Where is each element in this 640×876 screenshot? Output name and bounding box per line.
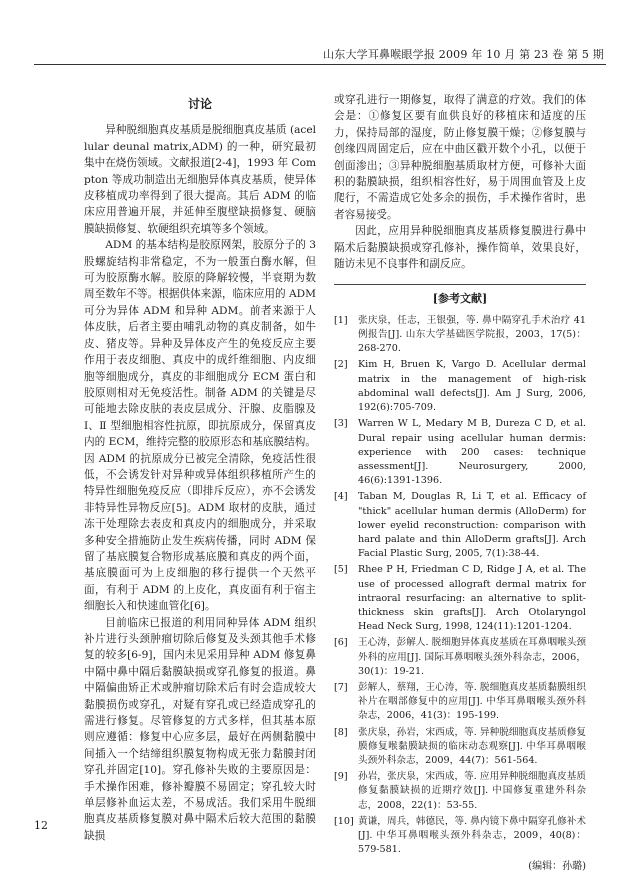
discussion-paragraph-1: 异种脱细胞真皮基质是脱细胞真皮基质 (acellular deunal matrix,ADM) 的一种，研究最初集中在烧伤领域。文献报道[2-4]，1993 年 Compton 等成功制造出无细胞异体真皮基质，使异体皮移植成功率得到了很大提高。其后 ADM 的临床应用普遍开展，并延伸至腹壁缺损修复、硬脑膜缺损修复、软硬组织充填等多个领域。: [84, 124, 316, 235]
reference-item: [334, 490, 586, 561]
reference-text: 彭解人，蔡翔，王心涛，等. 脱细胞真皮基质黏膜组织补片在咽部修复中的应用[J]. 中华耳鼻咽喉头颈外科杂志，2006，41(3)：195-199.: [358, 681, 586, 722]
reference-item: [334, 636, 586, 679]
header-rule: [34, 64, 606, 65]
reference-item: [334, 770, 586, 813]
discussion-heading: 讨论: [187, 97, 212, 111]
right-column: [334, 92, 586, 876]
discussion-conclusion: 因此，应用异种脱细胞真皮基质修复膜进行鼻中隔术后黏膜缺损或穿孔修补，操作简单，效果良好，随访未见不良事件和副反应。: [334, 225, 586, 271]
reference-item: [334, 314, 586, 357]
reference-number: [4]: [334, 491, 348, 503]
journal-header-title: 山东大学耳鼻喉眼学报 2009 年 10 月 第 23 卷 第 5 期: [323, 48, 604, 61]
reference-item: [334, 358, 586, 415]
reference-number: [9]: [334, 771, 348, 783]
reference-text: 张庆泉，任志，王银强，等. 鼻中隔穿孔手术治疗 41 例报告[J]. 山东大学基础医学院报，2003，17(5)：268-270.: [358, 314, 586, 355]
reference-item: [334, 681, 586, 724]
reference-text: Taban M, Douglas R, Li T, et al. Efficacy of "thick" acellular human dermis (AlloDerm) for lower eyelid reconstruction: comparison with hard palate and thin AlloDerm grafts[J]. Arch Facial Plastic Surg, 2005, 7(1):38-44.: [358, 491, 586, 560]
reference-text: Kim H, Bruen K, Vargo D. Acellular dermal matrix in the management of high-risk abdominal wall defects[J]. Am J Surg, 2006, 192(6):705-709.: [358, 359, 586, 414]
reference-text: Rhee P H, Friedman C D, Ridge J A, et al. The use of processed allograft dermal matrix for intraoral resurfacing: an alternative to split-thickness skin grafts[J]. Arch Otolaryngol Head Neck Surg, 1998, 124(11):1201-1204.: [358, 564, 586, 633]
left-column: [84, 92, 316, 844]
references-heading: [参考文献]: [432, 292, 488, 306]
reference-item: [334, 563, 586, 634]
reference-number: [2]: [334, 359, 348, 371]
reference-item: [334, 726, 586, 769]
reference-text: 黄谦，周兵，韩德民，等. 鼻内镜下鼻中隔穿孔修补术[J]. 中华耳鼻咽喉头颈外科杂志，2009，40(8)：579-581.: [358, 815, 586, 856]
discussion-continuation: 或穿孔进行一期修复，取得了满意的疗效。我们的体会是：①修复区要有血供良好的移植床和适度的压力，保持局部的湿度，防止修复膜干燥；②修复膜与创缘四周固定后，应在中曲区戳开数个小孔，以便于创面渗出；③异种脱细胞基质取材方便，可修补大面积的黏膜缺损，组织相容性好，易于周围血管及上皮爬行，不需造成它处多余的损伤，手术操作省时，患者容易接受。: [334, 94, 586, 221]
reference-number: [1]: [334, 314, 348, 326]
reference-number: [3]: [334, 418, 348, 430]
discussion-paragraph-3: 目前临床已报道的利用同种异体 ADM 组织补片进行头颈肿瘤切除后修复及头颈其他手术修复的较多[6-9]，国内未见采用异种 ADM 修复鼻中隔中鼻中隔后黏膜缺损或穿孔修复的报道。鼻中隔偏曲矫正术或肿瘤切除术后有时会造成较大黏膜损伤或穿孔，对疑有穿孔或已经造成穿孔的需进行修复。尽管修复的方式多样，但其基本原则应遵循：修复中心应多层，最好在两侧黏膜中间插入一个结缔组织膜复物构成无张力黏膜封闭穿孔并固定[10]。穿孔修补失败的主要原因是：手术操作困难，修补瓣膜不易固定；穿孔较大时单层修补血运太差，不易成活。我们采用牛脱细胞真皮基质修复膜对鼻中隔术后较大范围的黏膜缺损: [84, 616, 316, 842]
references-rule: [334, 284, 586, 285]
reference-text: 张庆泉，孙岩，宋西成，等. 异种脱细胞真皮基质修复膜修复喉黏膜缺损的临床动态观察[J]. 中华耳鼻咽喉头颈外科杂志，2009，44(7)：561-564.: [358, 726, 586, 766]
reference-text: 孙岩，张庆泉，宋西成，等. 应用异种脱细胞真皮基质修复黏膜缺损的近期疗效[J]. 中国修复重建外科杂志，2008，22(1)：53-55.: [358, 771, 586, 811]
reference-text: Warren W L, Medary M B, Dureza C D, et al. Dural repair using acellular human dermis: experience with 200 cases: technique assessment[J]. Neurosurgery, 2000, 46(6):1391-1396.: [358, 418, 586, 487]
reference-number: [6]: [334, 637, 348, 649]
reference-number: [7]: [334, 681, 348, 693]
reference-number: [5]: [334, 564, 348, 576]
reference-list: [334, 314, 586, 858]
reference-item: [334, 815, 586, 858]
page-number: 12: [34, 819, 48, 832]
reference-item: [334, 417, 586, 488]
running-header: [0, 40, 640, 66]
editor-note: (编辑：孙璐): [528, 861, 586, 873]
discussion-paragraph-2: ADM 的基本结构是胶原网架，胶原分子的 3 股螺旋结构非常稳定，不为一般蛋白酶水解，但可为胶原酶水解。胶原的降解较慢，半衰期为数周至数年不等。根据供体来源，临床应用的 ADM 可分为异体 ADM 和异种 ADM。前者来源于人体皮肤，后者主要由哺乳动物的真皮制备，如牛皮、猪皮等。异种及异体皮产生的免疫反应主要作用于表皮细胞、真皮中的成纤维细胞、内皮细胞等细胞成分，真皮的非细胞成分 ECM 蛋白和胶原则相对无免疫活性。制备 ADM 的关键是尽可能地去除皮肤的表皮层成分、汗腺、皮脂腺及 Ⅰ、Ⅱ 型细胞相容性抗原，即抗原成分，保留真皮内的 ECM，维持完整的胶原形态和基底膜结构。因 ADM 的抗原成分已被完全清除，免疫活性很低，不会诱发针对异种或异体组织移植所产生的特异性细胞免疫反应（即排斥反应），亦不会诱发非特异性异物反应[5]。ADM 取材的皮肤，通过冻干处理除去表皮和真皮内的细胞成分，并采取多种安全措施防止发生疾病传播，同时 ADM 保留了基底膜复合物形成基底膜和真皮的两个面，基底膜面可为上皮细胞的移行提供一个天然平面，有利于 ADM 的上皮化，真皮面有利于宿主细胞长入和快速血管化[6]。: [84, 239, 316, 613]
reference-number: [8]: [334, 726, 348, 738]
reference-text: 王心涛，彭解人. 脱细胞异体真皮基质在耳鼻咽喉头颈外科的应用[J]. 国际耳鼻咽喉头颈外科杂志，2006，30(1)：19-21.: [358, 637, 586, 677]
reference-number: [10]: [334, 815, 354, 827]
